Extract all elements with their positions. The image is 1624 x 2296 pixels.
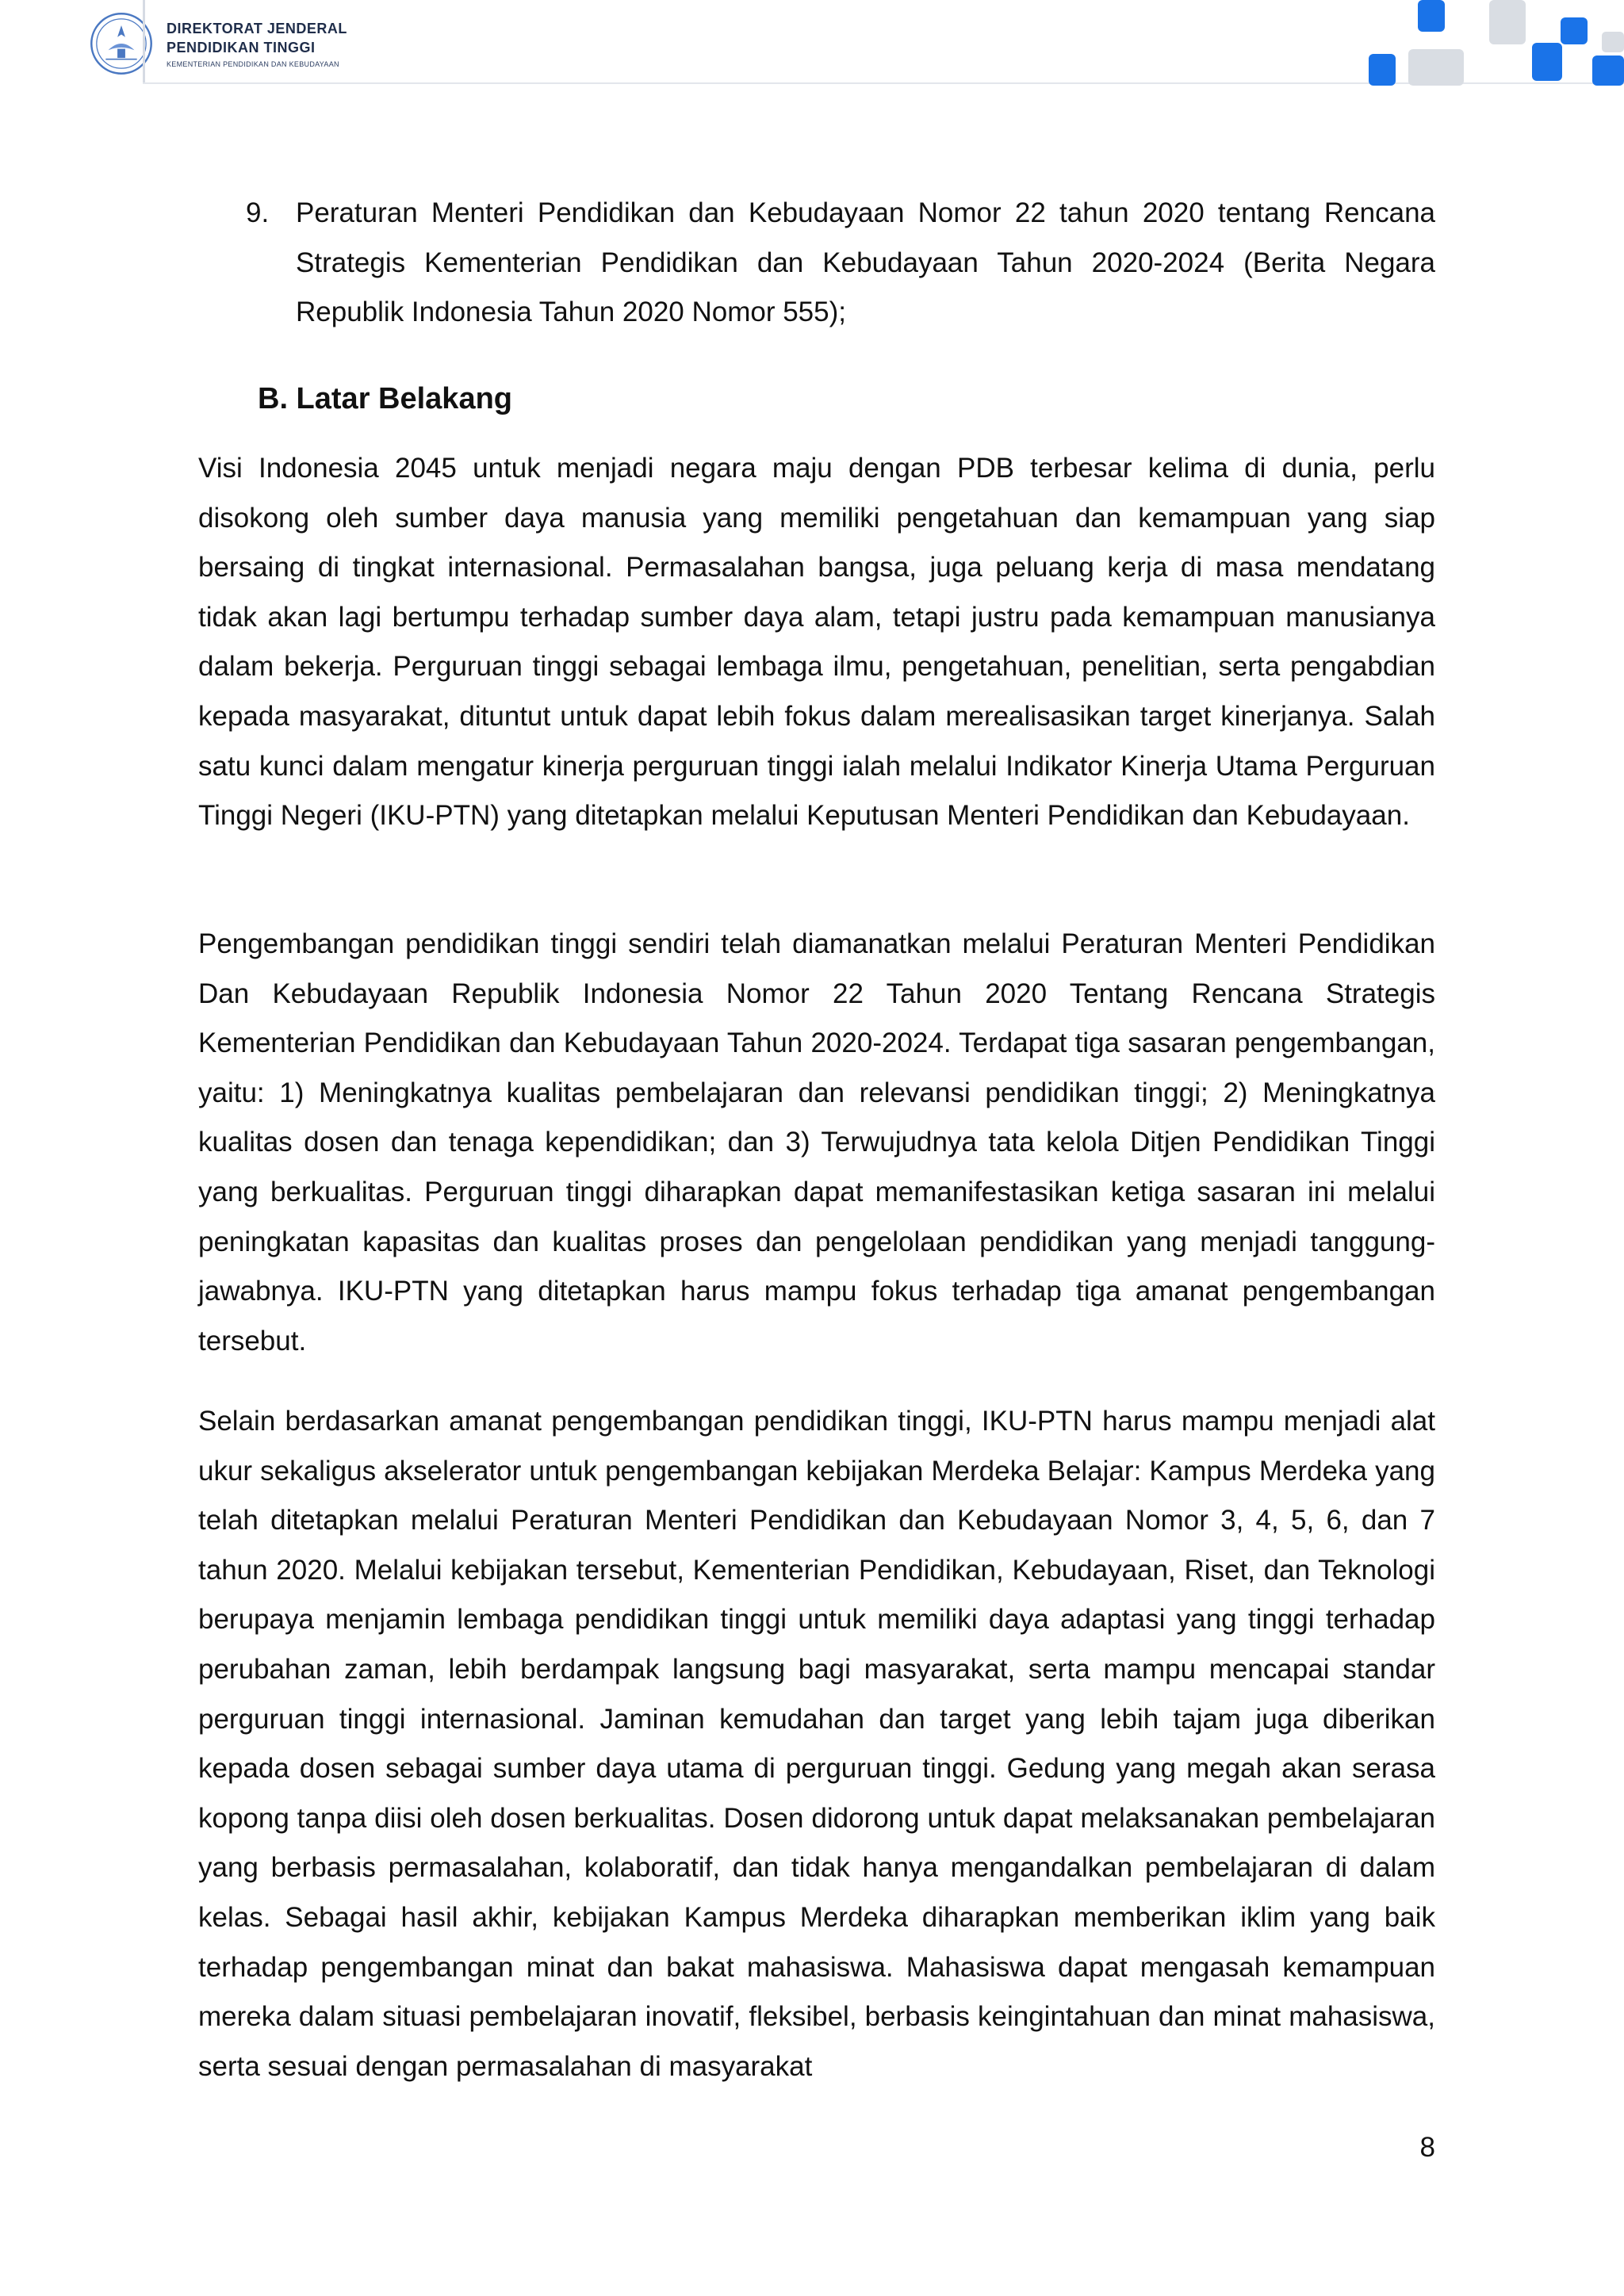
paragraph-3: Selain berdasarkan amanat pengembangan pendidikan tinggi, IKU-PTN harus mampu menjadi alat ukur sekaligus akselerator untuk pengembangan kebijakan Merdeka Belajar: Kampus Merdeka yang telah ditetapkan melalui Peraturan Menteri Pendidikan dan Kebudayaan Nomor 3, 4, 5, 6, dan 7 tahun 2020. Melalui kebijakan tersebut, Kementerian Pendidikan, Kebudayaan, Riset, dan Teknologi berupaya menjamin lembaga pendidikan tinggi untuk memiliki daya adaptasi yang tinggi terhadap perubahan zaman, lebih berdampak langsung bagi masyarakat, serta mampu mencapai standar perguruan tinggi internasional. Jaminan kemudahan dan target yang lebih tajam juga diberikan kepada dosen sebagai sumber daya utama di perguruan tinggi. Gedung yang megah akan serasa kopong tanpa diisi oleh dosen berkualitas. Dosen didorong untuk dapat melaksanakan pembelajaran yang berbasis permasalahan, kolaboratif, dan tidak hanya mengandalkan pembelajaran di dalam kelas. Sebagai hasil akhir, kebijakan Kampus Merdeka diharapkan memberikan iklim yang baik terhadap pengembangan minat dan bakat mahasiswa. Mahasiswa dapat mengasah kemampuan mereka dalam situasi pembelajaran inovatif, fleksibel, berbasis keingintahuan dan minat mahasiswa, serta sesuai dengan permasalahan di masyarakat <box>198 1406 1435 2082</box>
org-name-line1: DIREKTORAT JENDERAL <box>167 21 347 36</box>
section-heading: B. Latar Belakang <box>258 382 512 415</box>
page-header <box>0 0 1624 86</box>
org-name-line2: PENDIDIKAN TINGGI <box>167 40 316 55</box>
paragraph-1: Visi Indonesia 2045 untuk menjadi negara maju dengan PDB terbesar kelima di dunia, perlu disokong oleh sumber daya manusia yang memiliki pengetahuan dan kemampuan yang siap bersaing di tingkat internasional. Permasalahan bangsa, juga peluang kerja di masa mendatang tidak akan lagi bertumpu terhadap sumber daya alam, tetapi justru pada kemampuan manusianya dalam bekerja. Perguruan tinggi sebagai lembaga ilmu, pengetahuan, penelitian, serta pengabdian kepada masyarakat, dituntut untuk dapat lebih fokus dalam merealisasikan target kinerjanya. Salah satu kunci dalam mengatur kinerja perguruan tinggi ialah melalui Indikator Kinerja Utama Perguruan Tinggi Negeri (IKU-PTN) yang ditetapkan melalui Keputusan Menteri Pendidikan dan Kebudayaan. <box>198 453 1435 832</box>
paragraph-2: Pengembangan pendidikan tinggi sendiri telah diamanatkan melalui Peraturan Menteri Pendidikan Dan Kebudayaan Republik Indonesia Nomor 22 Tahun 2020 Tentang Rencana Strategis Kementerian Pendidikan dan Kebudayaan Tahun 2020-2024. Terdapat tiga sasaran pengembangan, yaitu: 1) Meningkatnya kualitas pembelajaran dan relevansi pendidikan tinggi; 2) Meningkatnya kualitas dosen dan tenaga kependidikan; dan 3) Terwujudnya tata kelola Ditjen Pendidikan Tinggi yang berkualitas. Perguruan tinggi diharapkan dapat memanifestasikan ketiga sasaran ini melalui peningkatan kapasitas dan kualitas proses dan pengelolaan pendidikan yang menjadi tanggung-jawabnya. IKU-PTN yang ditetapkan harus mampu fokus terhadap tiga amanat pengembangan tersebut. <box>198 928 1435 1357</box>
header-decoration-icon <box>1364 0 1624 86</box>
header-divider <box>143 0 145 84</box>
list-item-text: Peraturan Menteri Pendidikan dan Kebudayaan Nomor 22 tahun 2020 tentang Rencana Strategis Kementerian Pendidikan dan Kebudayaan Tahun 2020-2024 (Berita Negara Republik Indonesia Tahun 2020 Nomor 555); <box>296 197 1435 327</box>
list-item-number: 9. <box>246 197 270 228</box>
org-ministry: KEMENTERIAN PENDIDIKAN DAN KEBUDAYAAN <box>167 60 339 68</box>
page-number: 8 <box>1419 2132 1435 2163</box>
